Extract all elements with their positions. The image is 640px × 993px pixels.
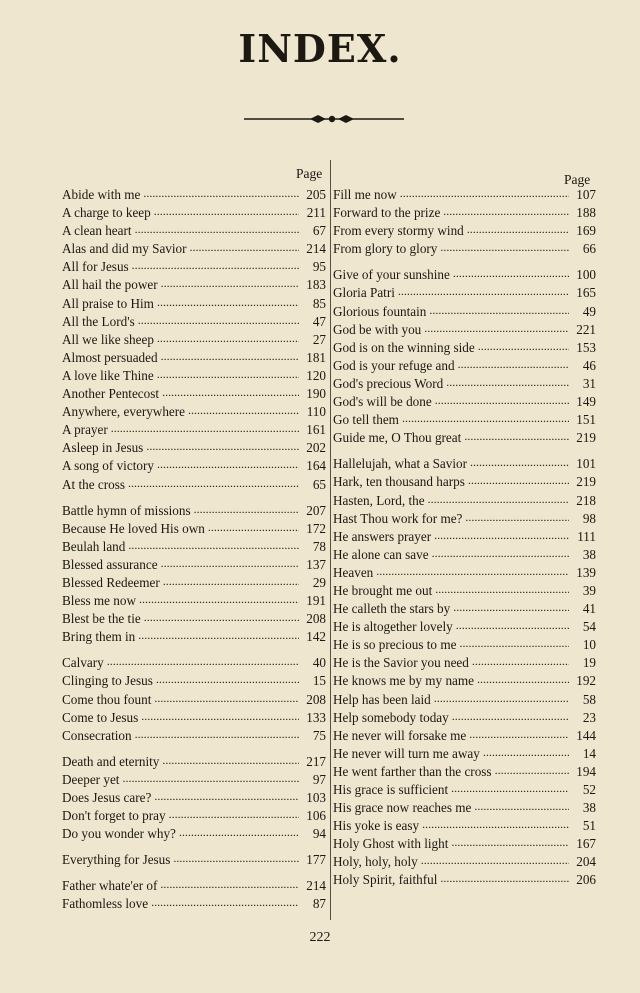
entry-title: He never will forsake me xyxy=(333,727,467,743)
entry-title: Does Jesus care? xyxy=(62,790,152,805)
entry-page: 151 xyxy=(576,412,596,428)
entry-title: He alone can save xyxy=(333,546,429,562)
entry-page: 31 xyxy=(582,375,596,391)
entry-title: Hasten, Lord, the xyxy=(333,492,425,508)
entry-page: 19 xyxy=(582,655,596,671)
entry-page: 15 xyxy=(312,673,326,689)
dot-leader xyxy=(456,617,569,630)
dot-leader xyxy=(138,627,299,640)
entry-title: God's precious Word xyxy=(333,375,444,391)
entry-title: God be with you xyxy=(333,321,422,337)
entry-page: 153 xyxy=(576,339,596,355)
dot-leader xyxy=(470,454,569,467)
entry-title: Fathomless love xyxy=(62,896,149,912)
entry-page: 208 xyxy=(306,691,326,707)
entry-page: 94 xyxy=(312,826,326,842)
entry-page: 219 xyxy=(576,430,596,446)
entry-title: His grace now reaches me xyxy=(333,800,472,816)
entry-title: Another Pentecost xyxy=(62,386,160,402)
entry-page: 214 xyxy=(306,878,326,894)
entry-page: 110 xyxy=(306,404,326,420)
dot-leader xyxy=(138,312,299,325)
entry-page: 177 xyxy=(306,852,326,868)
entry-page: 144 xyxy=(576,727,596,743)
entry-page: 101 xyxy=(576,456,596,472)
dot-leader xyxy=(478,338,569,351)
dot-leader xyxy=(446,374,569,387)
entry-title: Death and eternity xyxy=(62,753,160,769)
entry-page: 183 xyxy=(306,277,326,293)
entry-title: Hast Thou work for me? xyxy=(333,510,463,526)
entry-page: 95 xyxy=(312,259,326,275)
entry-title: Father whate'er of xyxy=(62,878,158,894)
page-label-left: Page xyxy=(296,166,323,181)
entry-page: 161 xyxy=(306,422,326,438)
dot-leader xyxy=(398,283,569,296)
dot-leader xyxy=(440,870,569,883)
entry-title: Asleep in Jesus xyxy=(62,440,144,456)
entry-page: 218 xyxy=(576,492,596,508)
dot-leader xyxy=(154,788,299,801)
entry-page: 10 xyxy=(582,637,596,653)
dot-leader xyxy=(464,428,569,441)
page-title: INDEX. xyxy=(238,26,402,71)
entry-title: Calvary xyxy=(62,655,104,671)
entry-title: Fill me now xyxy=(333,187,397,202)
entry-title: Help somebody today xyxy=(333,709,449,725)
entry-title: All hail the power xyxy=(62,277,158,293)
entry-title: At the cross xyxy=(62,476,125,492)
dot-leader xyxy=(477,671,569,684)
index-entry xyxy=(62,629,326,647)
dot-leader xyxy=(495,762,569,775)
index-entry xyxy=(333,872,596,890)
dot-leader xyxy=(161,348,299,361)
entry-page: 54 xyxy=(582,619,596,635)
entry-title: Blessed assurance xyxy=(62,556,158,572)
dot-leader xyxy=(128,475,299,488)
entry-page: 98 xyxy=(582,510,596,526)
entry-title: Come thou fount xyxy=(62,691,152,707)
entry-title: Do you wonder why? xyxy=(62,826,176,842)
entry-page: 167 xyxy=(576,836,596,852)
dot-leader xyxy=(173,850,299,863)
entry-page: 169 xyxy=(576,223,596,239)
index-entry xyxy=(333,430,596,448)
entry-title: His yoke is easy xyxy=(333,818,420,834)
dot-leader xyxy=(468,472,569,485)
dot-leader xyxy=(156,671,299,684)
entry-title: Holy Ghost with light xyxy=(333,836,449,852)
entry-page: 23 xyxy=(582,709,596,725)
entry-page: 52 xyxy=(582,782,596,797)
dot-leader xyxy=(157,294,299,307)
entry-page: 120 xyxy=(306,367,326,383)
entry-title: He answers prayer xyxy=(333,528,432,544)
dot-leader xyxy=(157,366,299,379)
entry-page: 27 xyxy=(312,331,326,347)
entry-page: 47 xyxy=(312,313,326,329)
entry-page: 14 xyxy=(582,745,596,761)
dot-leader xyxy=(465,509,569,522)
entry-title: God's will be done xyxy=(333,394,432,410)
entry-title: Help has been laid xyxy=(333,691,431,707)
dot-leader xyxy=(453,265,569,278)
entry-page: 202 xyxy=(306,440,326,456)
dot-leader xyxy=(135,221,299,234)
index-entry xyxy=(62,852,326,870)
entry-title: He is altogether lovely xyxy=(333,619,453,635)
dot-leader xyxy=(451,834,569,847)
dot-leader xyxy=(143,185,299,198)
dot-leader xyxy=(435,581,569,594)
entry-title: Anywhere, everywhere xyxy=(62,404,186,420)
entry-title: A love like Thine xyxy=(62,367,154,383)
dot-leader xyxy=(434,527,569,540)
dot-leader xyxy=(163,573,299,586)
entry-page: 106 xyxy=(306,808,326,824)
entry-title: Go tell them xyxy=(333,412,399,428)
dot-leader xyxy=(421,852,569,865)
dot-leader xyxy=(169,806,299,819)
entry-title: Abide with me xyxy=(62,187,141,202)
dot-leader xyxy=(424,320,569,333)
dot-leader xyxy=(160,876,299,889)
dot-leader xyxy=(208,519,299,532)
entry-title: A charge to keep xyxy=(62,205,151,221)
dot-leader xyxy=(151,894,299,907)
entry-page: 139 xyxy=(576,564,596,580)
entry-page: 46 xyxy=(582,357,596,373)
entry-page: 142 xyxy=(306,629,326,645)
dot-leader xyxy=(141,708,299,721)
entry-title: Heaven xyxy=(333,564,374,580)
entry-page: 78 xyxy=(312,538,326,554)
index-entry xyxy=(62,826,326,844)
dot-leader xyxy=(435,392,569,405)
entry-page: 172 xyxy=(306,520,326,536)
entry-title: Battle hymn of missions xyxy=(62,502,191,518)
dot-leader xyxy=(154,690,299,703)
dot-leader xyxy=(144,609,299,622)
dot-leader xyxy=(154,203,299,216)
entry-title: He knows me by my name xyxy=(333,673,475,689)
dot-leader xyxy=(157,456,299,469)
entry-page: 206 xyxy=(576,872,596,888)
entry-page: 137 xyxy=(306,556,326,572)
entry-page: 97 xyxy=(312,771,326,787)
entry-page: 41 xyxy=(582,601,596,617)
entry-page: 204 xyxy=(576,854,596,870)
entry-title: Blessed Redeemer xyxy=(62,574,160,590)
entry-page: 111 xyxy=(577,528,596,544)
dot-leader xyxy=(472,653,569,666)
dot-leader xyxy=(188,402,299,415)
entry-title: All for Jesus xyxy=(62,259,129,275)
entry-page: 58 xyxy=(582,691,596,707)
page-number: 222 xyxy=(309,930,331,945)
entry-title: Hark, ten thousand harps xyxy=(333,474,465,490)
entry-page: 191 xyxy=(306,593,326,609)
entry-page: 149 xyxy=(576,394,596,410)
entry-title: Everything for Jesus xyxy=(62,852,171,868)
dot-leader xyxy=(161,275,299,288)
entry-title: Bless me now xyxy=(62,593,136,609)
entry-title: Don't forget to pray xyxy=(62,808,166,824)
dot-leader xyxy=(107,653,299,666)
index-entry xyxy=(333,241,596,259)
dot-leader xyxy=(139,591,299,604)
entry-title: A song of victory xyxy=(62,458,154,474)
dot-leader xyxy=(452,708,569,721)
entry-page: 100 xyxy=(576,267,596,283)
index-entry xyxy=(62,896,326,914)
dot-leader xyxy=(434,690,569,703)
entry-title: His grace is sufficient xyxy=(333,782,449,797)
entry-page: 188 xyxy=(576,205,596,221)
dot-leader xyxy=(400,185,569,198)
entry-page: 192 xyxy=(576,673,596,689)
entry-page: 87 xyxy=(312,896,326,912)
entry-page: 38 xyxy=(582,800,596,816)
entry-page: 66 xyxy=(582,241,596,257)
entry-title: Because He loved His own xyxy=(62,520,205,536)
entry-page: 29 xyxy=(312,574,326,590)
dot-leader xyxy=(483,744,569,757)
entry-page: 51 xyxy=(582,818,596,834)
entry-title: He is so precious to me xyxy=(333,637,457,653)
index-entry xyxy=(62,477,326,495)
entry-page: 217 xyxy=(306,753,326,769)
dot-leader xyxy=(162,384,299,397)
dot-leader xyxy=(467,221,569,234)
index-column-left xyxy=(62,187,326,915)
entry-title: Give of your sunshine xyxy=(333,267,450,283)
entry-page: 65 xyxy=(312,476,326,492)
column-divider xyxy=(330,160,331,920)
dot-leader xyxy=(132,257,299,270)
dot-leader xyxy=(440,239,569,252)
entry-title: A clean heart xyxy=(62,223,132,239)
entry-title: He went farther than the cross xyxy=(333,763,492,779)
entry-title: Alas and did my Savior xyxy=(62,241,187,257)
entry-title: Almost persuaded xyxy=(62,349,158,365)
dot-leader xyxy=(432,545,569,558)
entry-title: Come to Jesus xyxy=(62,709,139,725)
entry-page: 40 xyxy=(312,655,326,671)
entry-title: He brought me out xyxy=(333,582,433,598)
dot-leader xyxy=(146,438,299,451)
entry-title: He calleth the stars by xyxy=(333,601,451,617)
entry-title: Blest be the tie xyxy=(62,611,141,627)
entry-title: He is the Savior you need xyxy=(333,655,469,671)
dot-leader xyxy=(122,770,299,783)
entry-title: Deeper yet xyxy=(62,771,120,787)
entry-page: 103 xyxy=(306,790,326,805)
dot-leader xyxy=(453,599,569,612)
entry-page: 107 xyxy=(576,187,596,202)
entry-title: All we like sheep xyxy=(62,331,154,347)
dot-leader xyxy=(111,420,299,433)
entry-page: 75 xyxy=(312,727,326,743)
dot-leader xyxy=(135,726,299,739)
dot-leader xyxy=(157,330,299,343)
dot-leader xyxy=(428,491,569,504)
entry-page: 165 xyxy=(576,285,596,301)
entry-title: From every stormy wind xyxy=(333,223,464,239)
entry-page: 67 xyxy=(312,223,326,239)
entry-title: Holy Spirit, faithful xyxy=(333,872,438,888)
dot-leader xyxy=(376,563,569,576)
page-label-right: Page xyxy=(564,172,591,187)
entry-title: All the Lord's xyxy=(62,313,135,329)
entry-page: 205 xyxy=(306,187,326,202)
entry-title: Hallelujah, what a Savior xyxy=(333,456,468,472)
entry-title: Guide me, O Thou great xyxy=(333,430,462,446)
entry-title: From glory to glory xyxy=(333,241,438,257)
dot-leader xyxy=(194,501,299,514)
dot-leader xyxy=(402,410,569,423)
entry-title: Beulah land xyxy=(62,538,126,554)
entry-title: Holy, holy, holy xyxy=(333,854,418,870)
dot-leader xyxy=(128,537,299,550)
entry-title: All praise to Him xyxy=(62,295,154,311)
entry-title: He never will turn me away xyxy=(333,745,480,761)
entry-page: 219 xyxy=(576,474,596,490)
entry-page: 85 xyxy=(312,295,326,311)
entry-page: 181 xyxy=(306,349,326,365)
entry-page: 221 xyxy=(576,321,596,337)
entry-title: God is on the winning side xyxy=(333,339,475,355)
entry-title: Bring them in xyxy=(62,629,136,645)
ornament-divider xyxy=(244,112,404,126)
dot-leader xyxy=(429,302,569,315)
dot-leader xyxy=(422,816,569,829)
entry-page: 133 xyxy=(306,709,326,725)
entry-page: 190 xyxy=(306,386,326,402)
entry-title: God is your refuge and xyxy=(333,357,455,373)
entry-page: 211 xyxy=(306,205,326,221)
entry-title: Forward to the prize xyxy=(333,205,441,221)
entry-title: A prayer xyxy=(62,422,108,438)
dot-leader xyxy=(161,555,299,568)
entry-title: Consecration xyxy=(62,727,132,743)
dot-leader xyxy=(458,356,569,369)
dot-leader xyxy=(443,203,569,216)
dot-leader xyxy=(451,780,569,793)
dot-leader xyxy=(474,798,569,811)
entry-page: 164 xyxy=(306,458,326,474)
dot-leader xyxy=(162,752,299,765)
dot-leader xyxy=(469,726,569,739)
entry-page: 194 xyxy=(576,763,596,779)
dot-leader xyxy=(190,239,299,252)
entry-page: 214 xyxy=(306,241,326,257)
index-entry xyxy=(62,728,326,746)
entry-title: Glorious fountain xyxy=(333,303,427,319)
entry-title: Gloria Patri xyxy=(333,285,395,301)
dot-leader xyxy=(459,635,569,648)
entry-page: 49 xyxy=(582,303,596,319)
index-column-right xyxy=(333,187,596,891)
dot-leader xyxy=(179,824,299,837)
entry-page: 207 xyxy=(306,502,326,518)
entry-page: 208 xyxy=(306,611,326,627)
entry-page: 38 xyxy=(582,546,596,562)
entry-page: 39 xyxy=(582,582,596,598)
entry-title: Clinging to Jesus xyxy=(62,673,153,689)
